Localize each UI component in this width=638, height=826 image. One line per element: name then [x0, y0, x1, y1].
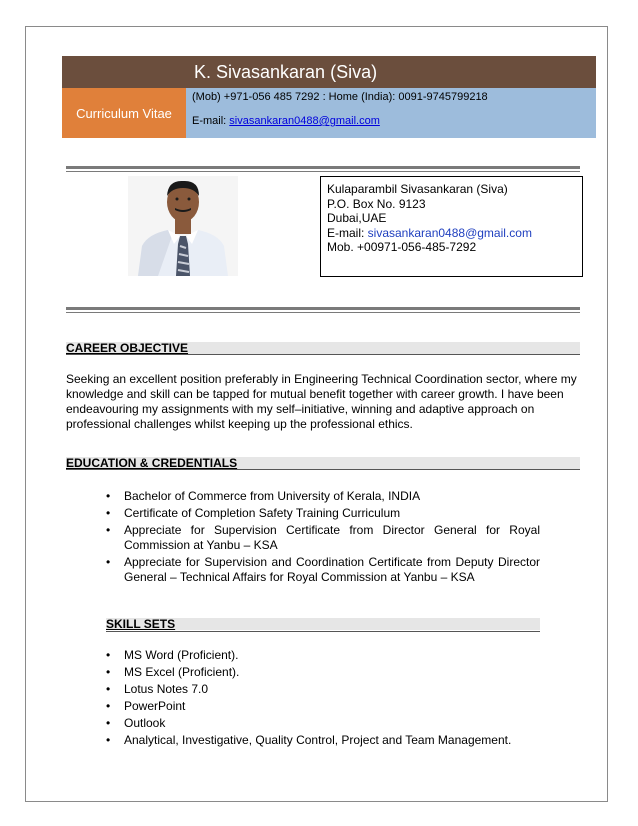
list-item: • Lotus Notes 7.0 — [106, 682, 546, 697]
skills-heading-rule — [106, 631, 540, 632]
header-phone-line: (Mob) +971-056 485 7292 : Home (India): 0091-9745799218 — [192, 91, 488, 103]
list-item: • Bachelor of Commerce from University of Kerala, INDIA — [106, 489, 540, 504]
address-city: Dubai,UAE — [327, 211, 387, 225]
cv-label: Curriculum Vitae — [62, 88, 186, 138]
list-item: • Appreciate for Supervision and Coordination Certificate from Deputy Director General – Technical Affairs for Royal Commission at Yanbu – KSA — [106, 555, 540, 585]
address-email[interactable]: sivasankaran0488@gmail.com — [367, 225, 532, 240]
career-heading-text: CAREER OBJECTIVE — [66, 341, 189, 355]
header-accent-block — [62, 56, 186, 88]
skills-heading-text: SKILL SETS — [106, 617, 176, 631]
address-email-line — [327, 226, 582, 241]
address-email-label: E-mail: — [327, 225, 368, 240]
education-heading-text: EDUCATION & CREDENTIALS — [66, 456, 238, 470]
header-contact — [186, 88, 596, 138]
education-heading — [66, 456, 237, 470]
list-item: • MS Excel (Proficient). — [106, 665, 546, 680]
list-item: • MS Word (Proficient). — [106, 648, 546, 663]
list-item: • Analytical, Investigative, Quality Control, Project and Team Management. — [106, 733, 546, 748]
header-email-line — [192, 115, 380, 127]
profile-photo — [128, 176, 238, 276]
list-item: • Outlook — [106, 716, 546, 731]
divider-mid — [66, 307, 580, 310]
divider-top-thin — [66, 171, 580, 172]
career-text: Seeking an excellent position preferably in Engineering Technical Coordination sector, where my knowledge and skill can be tapped for mutual benefit together with career growth. I have been endeavouring my assignments with my self–initiative, winning and adaptive approach on professional challenges whilst keeping up the professional ethics. — [66, 372, 577, 431]
skills-list — [106, 648, 546, 750]
list-item: • Certificate of Completion Safety Training Curriculum — [106, 506, 540, 521]
career-heading — [66, 341, 188, 355]
divider-mid-thin — [66, 312, 580, 313]
divider-top — [66, 166, 580, 169]
education-list — [106, 489, 540, 587]
header-email-label: E-mail: — [192, 115, 230, 127]
address-mobile: Mob. +00971-056-485-7292 — [327, 240, 477, 254]
address-po-box: P.O. Box No. 9123 — [327, 196, 426, 211]
candidate-name: K. Sivasankaran (Siva) — [186, 56, 596, 88]
skills-heading — [106, 617, 175, 631]
address-box — [320, 176, 583, 277]
header-email-link[interactable]: sivasankaran0488@gmail.com — [229, 115, 380, 127]
list-item: • Appreciate for Supervision Certificate from Director General for Royal Commission at Yanbu – KSA — [106, 523, 540, 553]
cv-header — [62, 56, 596, 138]
list-item: • PowerPoint — [106, 699, 546, 714]
address-name: Kulaparambil Sivasankaran (Siva) — [327, 182, 508, 196]
